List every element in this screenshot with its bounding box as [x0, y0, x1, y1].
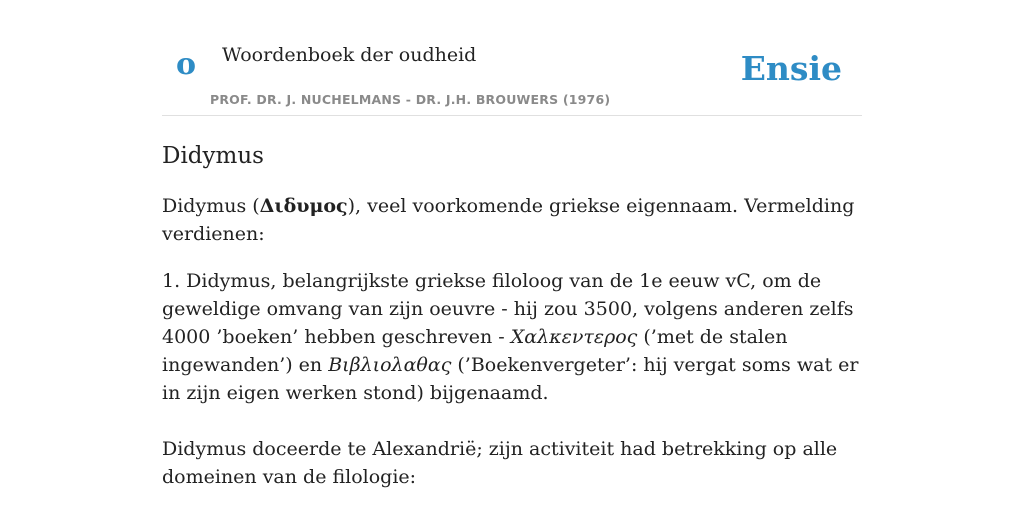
p2-text-b: (’met de stalen ingewanden’) en	[162, 325, 788, 376]
entry-paragraph-3: Didymus doceerde te Alexandrië; zijn activiteit had betrekking op alle domeinen van de filologie:	[162, 437, 838, 488]
greek-epithet-2: Βιβλιολαθας	[328, 353, 452, 376]
dictionary-header	[162, 0, 862, 116]
entry-paragraph-2	[162, 267, 862, 407]
authors-line: PROF. DR. J. NUCHELMANS - DR. J.H. BROUWERS (1976)	[210, 92, 611, 107]
entry-paragraph-1	[162, 192, 862, 248]
entry-headword: Didymus	[162, 143, 264, 169]
greek-epithet-1: Χαλκεντερος	[510, 325, 638, 348]
dictionary-title[interactable]: Woordenboek der oudheid	[222, 44, 477, 66]
index-letter[interactable]: o	[176, 47, 197, 82]
greek-name: Διδυμος	[259, 194, 348, 217]
brand-logo[interactable]: Ensie	[740, 49, 842, 88]
p1-text-b: ), veel voorkomende griekse eigennaam. Vermelding verdienen:	[162, 194, 855, 245]
p2-text-c: (’Boekenvergeter’: hij vergat soms wat er in zijn eigen werken stond) bijgenaamd.	[162, 353, 859, 404]
page	[162, 0, 862, 491]
p1-text-a: Didymus (	[162, 194, 260, 217]
p2-text-a: 1. Didymus, belangrijkste griekse filoloog van de 1e eeuw vC, om de geweldige omvang van zijn oeuvre - hij zou 3500, volgens anderen zelfs 4000 ’boeken’ hebben geschreven -	[162, 269, 854, 348]
